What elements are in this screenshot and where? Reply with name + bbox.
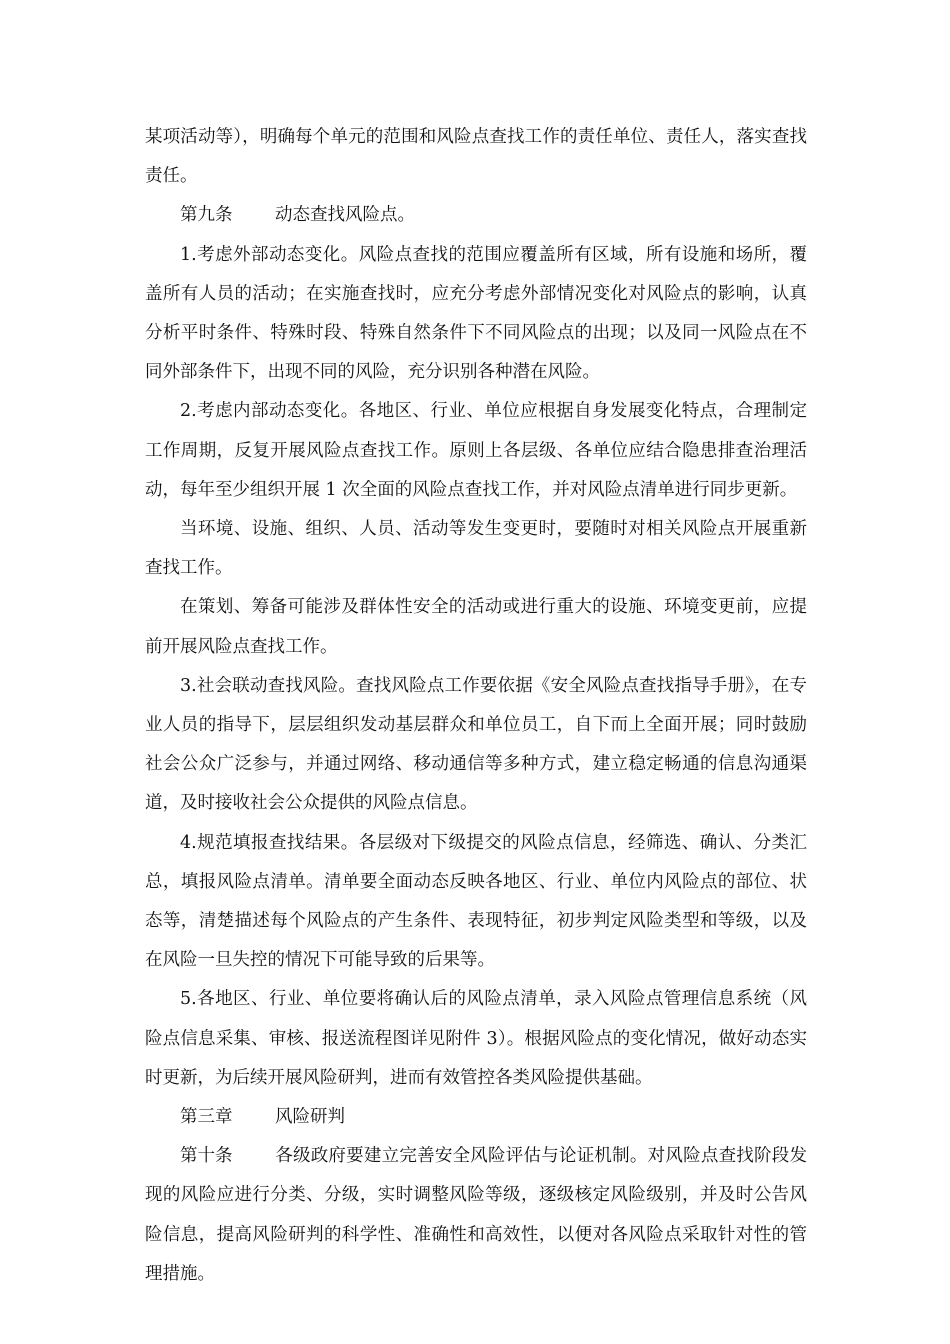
article-label: 第九条 <box>180 205 233 226</box>
paragraph-item-3: 3.社会联动查找风险。查找风险点工作要依据《安全风险点查找指导手册》，在专业人员的指导下，层层组织发动基层群众和单位员工，自下而上全面开展；同时鼓励社会公众广泛参与，并通过网络、移动通信等多种方式，建立稳定畅通的信息沟通渠道，及时接收社会公众提供的风险点信息。 <box>145 675 807 814</box>
paragraph-item-4: 4.规范填报查找结果。各层级对下级提交的风险点信息，经筛选、确认、分类汇总，填报风险点清单。清单要全面动态反映各地区、行业、单位内风险点的部位、状态等，清楚描述每个风险点的产生条件、表现特征，初步判定风险类型和等级，以及在风险一旦失控的情况下可能导致的后果等。 <box>145 832 807 971</box>
paragraph-item-2: 2.考虑内部动态变化。各地区、行业、单位应根据自身发展变化特点，合理制定工作周期，反复开展风险点查找工作。原则上各层级、各单位应结合隐患排查治理活动，每年至少组织开展 1 次全面的风险点查找工作，并对风险点清单进行同步更新。 <box>145 401 807 500</box>
chapter-heading-3 <box>145 1098 807 1137</box>
paragraph-item-5: 5.各地区、行业、单位要将确认后的风险点清单，录入风险点管理信息系统（风险点信息采集、审核、报送流程图详见附件 3）。根据风险点的变化情况，做好动态实时更新，为后续开展风险研判，进而有效管控各类风险提供基础。 <box>145 989 807 1088</box>
article-heading-9 <box>145 196 807 235</box>
article-title: 动态查找风险点。 <box>275 205 415 226</box>
paragraph-change: 当环境、设施、组织、人员、活动等发生变更时，要随时对相关风险点开展重新查找工作。 <box>145 519 807 579</box>
document-body <box>145 118 807 1294</box>
chapter-label: 第三章 <box>180 1107 233 1128</box>
article-10-paragraph <box>145 1137 807 1294</box>
paragraph-item-1: 1.考虑外部动态变化。风险点查找的范围应覆盖所有区域，所有设施和场所，覆盖所有人员的活动；在实施查找时，应充分考虑外部情况变化对风险点的影响，认真分析平时条件、特殊时段、特殊自然条件下不同风险点的出现；以及同一风险点在不同外部条件下，出现不同的风险，充分识别各种潜在风险。 <box>145 244 807 383</box>
chapter-title: 风险研判 <box>275 1107 345 1128</box>
paragraph-continuation: 某项活动等），明确每个单元的范围和风险点查找工作的责任单位、责任人，落实查找责任。 <box>145 127 807 187</box>
article-10-text: 各级政府要建立完善安全风险评估与论证机制。对风险点查找阶段发现的风险应进行分类、分级，实时调整风险等级，逐级核定风险级别，并及时公告风险信息，提高风险研判的科学性、准确性和高效性，以便对各风险点采取针对性的管理措施。 <box>145 1146 807 1284</box>
article-10-label: 第十条 <box>180 1146 233 1167</box>
paragraph-planning: 在策划、筹备可能涉及群体性安全的活动或进行重大的设施、环境变更前，应提前开展风险点查找工作。 <box>145 597 807 657</box>
